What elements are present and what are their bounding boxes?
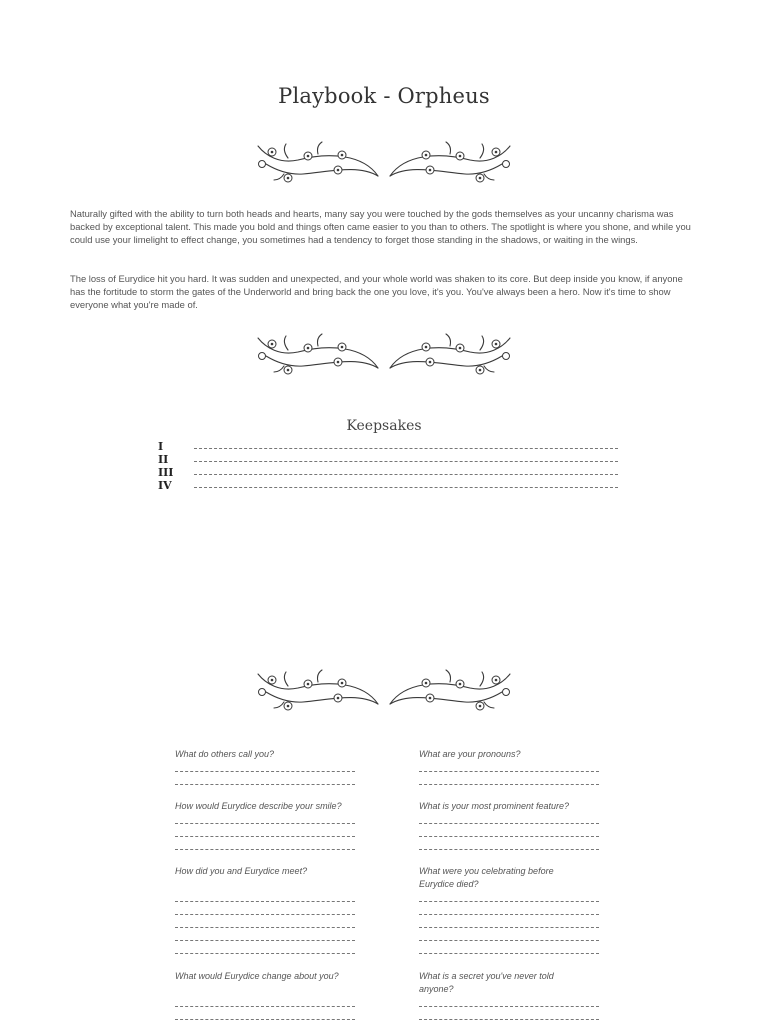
keepsake-write-line[interactable] bbox=[194, 487, 618, 488]
keepsake-numeral: II bbox=[158, 453, 169, 466]
keepsake-numeral: IV bbox=[158, 479, 172, 492]
answer-line[interactable] bbox=[419, 947, 599, 960]
floral-vine-divider-svg bbox=[248, 134, 520, 186]
question-label: What is a secret you've never told anyone? bbox=[419, 971, 554, 994]
question-label: What is your most prominent feature? bbox=[419, 801, 570, 811]
answer-line[interactable] bbox=[175, 908, 355, 921]
keepsake-row bbox=[158, 479, 618, 492]
keepsakes-heading: Keepsakes bbox=[346, 418, 422, 434]
answer-line[interactable] bbox=[419, 1000, 599, 1013]
floral-vine-divider-svg bbox=[248, 326, 520, 378]
answer-line[interactable] bbox=[419, 778, 599, 791]
answer-line[interactable] bbox=[419, 765, 599, 778]
answer-line[interactable] bbox=[175, 947, 355, 960]
keepsake-row bbox=[158, 440, 618, 453]
answer-line[interactable] bbox=[175, 895, 355, 908]
keepsake-row bbox=[158, 466, 618, 479]
keepsakes-list bbox=[158, 440, 618, 492]
question-block bbox=[419, 748, 599, 791]
answer-line[interactable] bbox=[419, 908, 599, 921]
keepsake-write-line[interactable] bbox=[194, 474, 618, 475]
keepsake-write-line[interactable] bbox=[194, 448, 618, 449]
floral-vine-divider-icon bbox=[248, 326, 520, 378]
question-block bbox=[175, 748, 355, 791]
answer-line[interactable] bbox=[175, 1013, 355, 1026]
answer-line[interactable] bbox=[175, 830, 355, 843]
answer-line[interactable] bbox=[175, 817, 355, 830]
page-title: Playbook - Orpheus bbox=[278, 84, 490, 108]
answer-line[interactable] bbox=[419, 895, 599, 908]
answer-line[interactable] bbox=[175, 934, 355, 947]
floral-vine-divider-icon bbox=[248, 662, 520, 714]
question-label: How would Eurydice describe your smile? bbox=[175, 801, 342, 811]
keepsake-numeral: III bbox=[158, 466, 174, 479]
answer-line[interactable] bbox=[419, 817, 599, 830]
question-label: What are your pronouns? bbox=[419, 749, 521, 759]
question-block bbox=[419, 800, 599, 856]
keepsake-numeral: I bbox=[158, 440, 164, 453]
question-block bbox=[175, 865, 355, 960]
answer-line[interactable] bbox=[419, 921, 599, 934]
answer-line[interactable] bbox=[419, 1013, 599, 1026]
answer-line[interactable] bbox=[419, 934, 599, 947]
keepsake-write-line[interactable] bbox=[194, 461, 618, 462]
answer-line[interactable] bbox=[419, 830, 599, 843]
floral-vine-divider-icon bbox=[248, 134, 520, 186]
intro-paragraph-1: Naturally gifted with the ability to turn both heads and hearts, many say you were touched by the gods themselves as your uncanny charisma was backed by exceptional talent. This made you bold and things often came easier to you than to others. The spotlight is where you shone, and while you could use your limelight to effect change, you sometimes had a tendency to forget those standing in the shadows, or waiting in the wings. bbox=[70, 208, 691, 245]
floral-vine-divider-svg bbox=[248, 662, 520, 714]
question-block bbox=[419, 970, 599, 1026]
question-label: What would Eurydice change about you? bbox=[175, 971, 339, 981]
keepsake-row bbox=[158, 453, 618, 466]
question-label: What were you celebrating before Eurydice died? bbox=[419, 866, 554, 889]
answer-line[interactable] bbox=[175, 843, 355, 856]
answer-line[interactable] bbox=[175, 778, 355, 791]
answer-line[interactable] bbox=[175, 921, 355, 934]
answer-line[interactable] bbox=[175, 765, 355, 778]
intro-paragraph-2: The loss of Eurydice hit you hard. It was sudden and unexpected, and your whole world was shaken to its core. But deep inside you know, if anyone has the fortitude to storm the gates of the Underworld and bring back the one you love, it's you. You've always been a hero. Now it's time to show everyone what you're made of. bbox=[70, 273, 683, 310]
answer-line[interactable] bbox=[419, 843, 599, 856]
question-block bbox=[175, 970, 355, 1026]
question-label: How did you and Eurydice meet? bbox=[175, 866, 308, 876]
question-block bbox=[419, 865, 599, 960]
question-label: What do others call you? bbox=[175, 749, 275, 759]
answer-line[interactable] bbox=[175, 1000, 355, 1013]
question-block bbox=[175, 800, 355, 856]
